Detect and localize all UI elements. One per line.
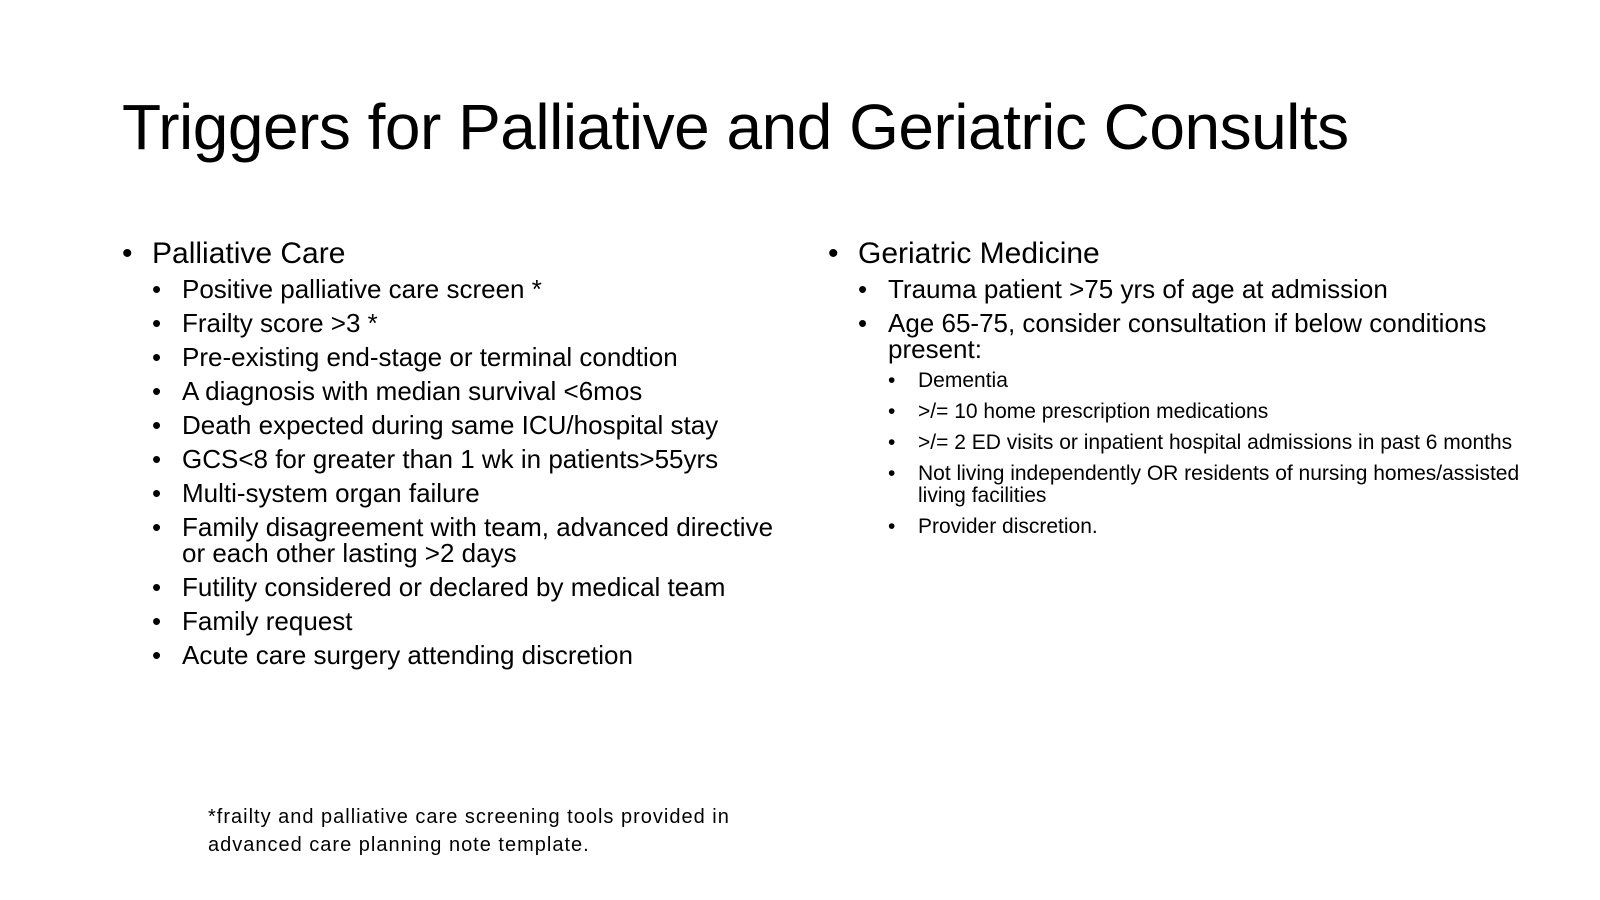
list-item-text: Multi-system organ failure [182,478,480,508]
list-item-text: Frailty score >3 * [182,308,378,338]
palliative-care-column [120,236,780,676]
geriatric-medicine-list [826,236,1526,538]
list-item [152,608,780,634]
bullet-icon: • [888,515,896,538]
list-item [888,463,1526,507]
bullet-icon: • [888,369,896,392]
bullet-icon: • [152,308,162,338]
bullet-icon: • [152,274,162,304]
screening-tools-footnote: *frailty and palliative care screening tools provided in advanced care planning note template. [208,806,730,856]
list-item [152,344,780,370]
list-item-text: Death expected during same ICU/hospital stay [182,410,719,440]
list-item-text: Acute care surgery attending discretion [182,640,633,670]
slide-title: Triggers for Palliative and Geriatric Consults [122,91,1349,163]
bullet-icon: • [152,512,162,542]
list-item [152,446,780,472]
bullet-icon: • [888,400,896,423]
bullet-icon: • [152,376,162,406]
bullet-icon: • [858,274,868,304]
palliative-care-items [152,276,780,668]
list-item [152,574,780,600]
bullet-icon: • [152,640,162,670]
geriatric-conditions-list [888,370,1526,538]
bullet-icon: • [152,342,162,372]
list-item-text: Positive palliative care screen * [182,274,542,304]
bullet-icon: • [152,444,162,474]
list-item-text: >/= 2 ED visits or inpatient hospital admissions in past 6 months [918,431,1513,454]
bullet-icon: • [828,237,839,270]
palliative-care-heading: Palliative Care [152,237,346,270]
palliative-care-list [120,236,780,668]
list-item [888,401,1526,423]
list-item-text: Futility considered or declared by medical team [182,572,726,602]
bullet-icon: • [888,431,896,454]
list-item-text: Dementia [918,369,1008,392]
list-item-text: Age 65-75, consider consultation if below conditions present: [888,308,1487,364]
list-item [152,514,780,566]
bullet-icon: • [858,308,868,338]
geriatric-medicine-items [858,276,1526,538]
list-item-text: GCS<8 for greater than 1 wk in patients>55yrs [182,444,719,474]
list-item [152,276,780,302]
list-item-text: Family request [182,606,353,636]
list-item [152,642,780,668]
geriatric-medicine-heading-item [826,236,1526,538]
list-item [152,412,780,438]
geriatric-medicine-column [826,236,1526,547]
bullet-icon: • [152,572,162,602]
list-item-text: A diagnosis with median survival <6mos [182,376,643,406]
bullet-icon: • [152,478,162,508]
bullet-icon: • [888,462,896,485]
bullet-icon: • [122,237,133,270]
list-item-text: Family disagreement with team, advanced directive or each other lasting >2 days [182,512,774,568]
bullet-icon: • [152,606,162,636]
list-item [152,378,780,404]
list-item [888,516,1526,538]
list-item-text: Trauma patient >75 yrs of age at admission [888,274,1388,304]
list-item-text: Provider discretion. [918,515,1098,538]
list-item-text: Not living independently OR residents of nursing homes/assisted living facilities [918,462,1520,507]
list-item [888,432,1526,454]
palliative-care-heading-item [120,236,780,668]
bullet-icon: • [152,410,162,440]
list-item-text: Pre-existing end-stage or terminal condtion [182,342,678,372]
list-item [858,276,1526,302]
list-item-text: >/= 10 home prescription medications [918,400,1269,423]
geriatric-medicine-heading: Geriatric Medicine [858,237,1100,270]
list-item [152,480,780,506]
list-item [888,370,1526,392]
list-item [152,310,780,336]
list-item [858,310,1526,538]
